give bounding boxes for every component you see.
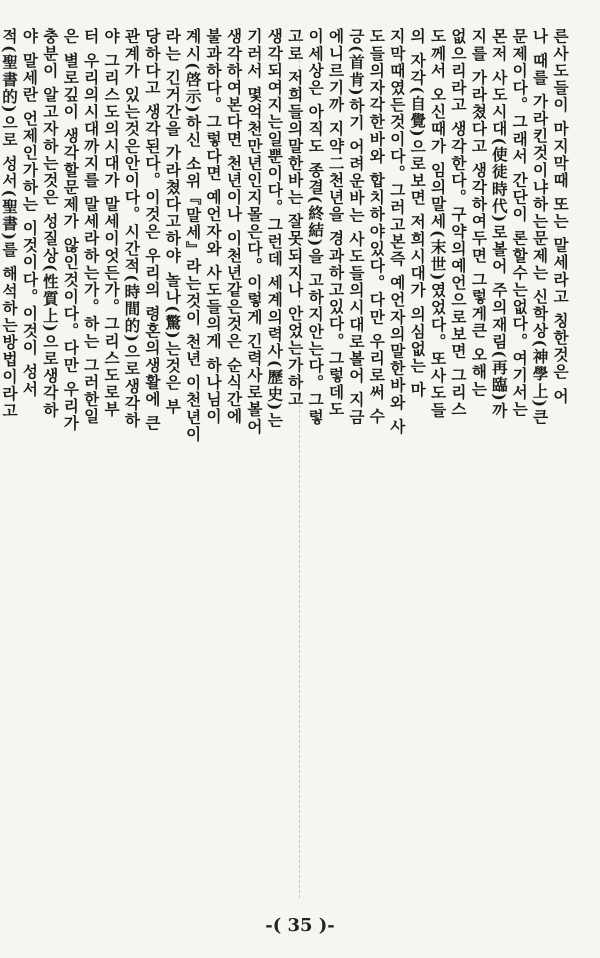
right-half-text — [141, 28, 570, 908]
text-column: 의 자각(自覺)으로보면 저희시대가 의심없는 마 — [408, 28, 428, 399]
text-column: 터 우리의시대까지를 말세라하는가。하는 그러한일 — [81, 28, 101, 425]
text-column: 라는 긴거간을 가라쳤다고하야 놀나(驚)는것은 부 — [163, 28, 183, 416]
text-column: 충분이 알고자하는것은 성질상(性質上)으로생각하 — [40, 28, 60, 419]
page-number: -( 35 )- — [265, 915, 335, 936]
text-column: 이세상은 아직도 종결(終結)을 고하지안는다。그렇 — [306, 28, 326, 426]
text-column: 고로 저희들의말한바는 잘못되지나 안었는가하고 — [285, 28, 305, 408]
text-column: 에니르기까 지약二천년을 경과하고있다。그렇데도 — [326, 28, 346, 419]
text-column: 지막때였든것이다。그러고본즉 예언자의말한바와 사 — [387, 28, 407, 436]
text-column: 기러서 몇억천만년인지몰은다。이렇게 긴력사로볼어 — [244, 28, 264, 436]
text-column: 적(聖書的)으로 성서(聖書)를 해석하는방법이라고 — [0, 28, 20, 420]
vertical-text-block — [0, 28, 570, 908]
text-column: 른사도들이 마지막때 또는 말세라고 칭한것은 어 — [551, 28, 570, 405]
text-column: 긍(首肯)하기 어려운바는 사도들의시대로볼어 지금 — [346, 28, 366, 426]
left-half-text — [0, 28, 141, 908]
text-column: 지를 가라쳤다고 생각하여두면 그렇게큰 오해는 — [469, 28, 489, 398]
text-column: 은 별로깊이 생각할문제가 않인것이다。다만 우리가 — [61, 28, 81, 432]
text-column: 계시(啓示)하신 소위『말세』라는것이 천년 이천년이 — [183, 28, 203, 443]
text-column: 불과하다。그렇다면 예언자와 사도들의게 하나님이 — [204, 28, 224, 425]
text-column: 도들의자각한바와 합치하야있다。다만 우리로써 수 — [367, 28, 387, 425]
text-column: 생각되여지는일뿐이다。그런데 세계의력사(歷史)는 — [265, 28, 285, 429]
text-column: 생각하여본다면 천년이나 이천년같은것은 순식간에 — [224, 28, 244, 425]
text-column: 없으리라고 생각한다。구약의예언으로보면 그리스 — [448, 28, 468, 419]
text-column: 야 말세란 언제인가하는 이것이다。이것이 성서 — [20, 28, 40, 398]
text-column: 관계가 있는것은안이다。시간적(時間的)으로생각하 — [122, 28, 142, 429]
text-column: 몬저 사도시대(使徒時代)로볼어 주의재림(再臨)까 — [489, 28, 509, 420]
text-column: 야 그리스도의시대가 말세이엇든가。그리스도로부 — [102, 28, 122, 419]
text-column: 문제이다。그래서 간단이 론할수는없다。여기서는 — [510, 28, 530, 419]
text-column: 당하다고 생각된다。이것은 우리의 령혼의생활에 큰 — [142, 28, 162, 432]
text-column: 도께서 오신때가 임의말세(末世)였었다。또사도들 — [428, 28, 448, 419]
text-column: 나 때를 가라킨것이냐하는문제는 신학상(神學上)큰 — [530, 28, 550, 426]
